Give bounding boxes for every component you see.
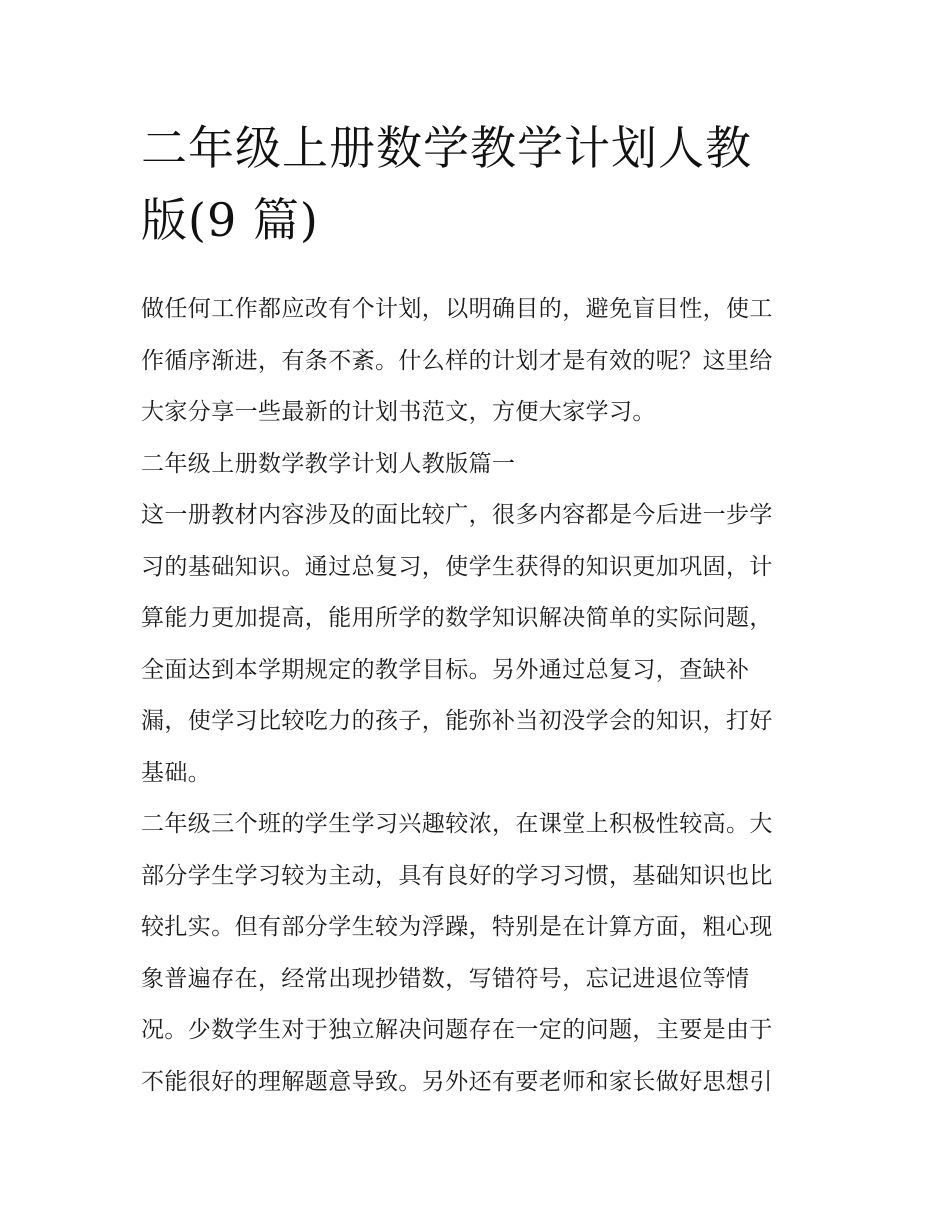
text-line: 不能很好的理解题意导致。另外还有要老师和家长做好思想引	[141, 1068, 773, 1095]
text-line: 大家分享一些最新的计划书范文，方便大家学习。	[141, 399, 656, 425]
text-line: 这一册教材内容涉及的面比较广，很多内容都是今后进一步学	[141, 502, 773, 528]
text-line: 做任何工作都应改有个计划，以明确目的，避免盲目性，使工	[141, 296, 773, 322]
text-line: 算能力更加提高，能用所学的数学知识解决简单的实际问题，	[141, 605, 773, 631]
text-line: 部分学生学习较为主动，具有良好的学习习惯，基础知识也比	[141, 862, 773, 889]
page-title	[141, 112, 813, 256]
text-line: 全面达到本学期规定的教学目标。另外通过总复习，查缺补	[141, 656, 750, 683]
body-paragraph	[141, 490, 813, 799]
text-line: 二年级上册数学教学计划人教版篇一	[141, 450, 516, 477]
text-line: 况。少数学生对于独立解决问题存在一定的问题，主要是由于	[141, 1017, 773, 1043]
text-line: 漏，使学习比较吃力的孩子，能弥补当初没学会的知识，打好	[141, 708, 773, 734]
text-line: 基础。	[141, 759, 212, 786]
section-heading	[141, 439, 813, 491]
text-line: 二年级三个班的学生学习兴趣较浓，在课堂上积极性较高。大	[141, 811, 773, 837]
text-line: 习的基础知识。通过总复习，使学生获得的知识更加巩固，计	[141, 553, 773, 580]
document-body	[141, 112, 813, 1108]
text-line: 作循序渐进，有条不紊。什么样的计划才是有效的呢？这里给	[141, 347, 773, 374]
text-line: 象普遍存在，经常出现抄错数，写错符号，忘记进退位等情	[141, 965, 750, 992]
title-line: 二年级上册数学教学计划人教	[141, 121, 752, 175]
intro-paragraph	[141, 284, 813, 439]
text-line: 较扎实。但有部分学生较为浮躁，特别是在计算方面，粗心现	[141, 914, 773, 940]
title-line: 版(9 篇)	[141, 193, 319, 247]
body-paragraph	[141, 799, 813, 1108]
